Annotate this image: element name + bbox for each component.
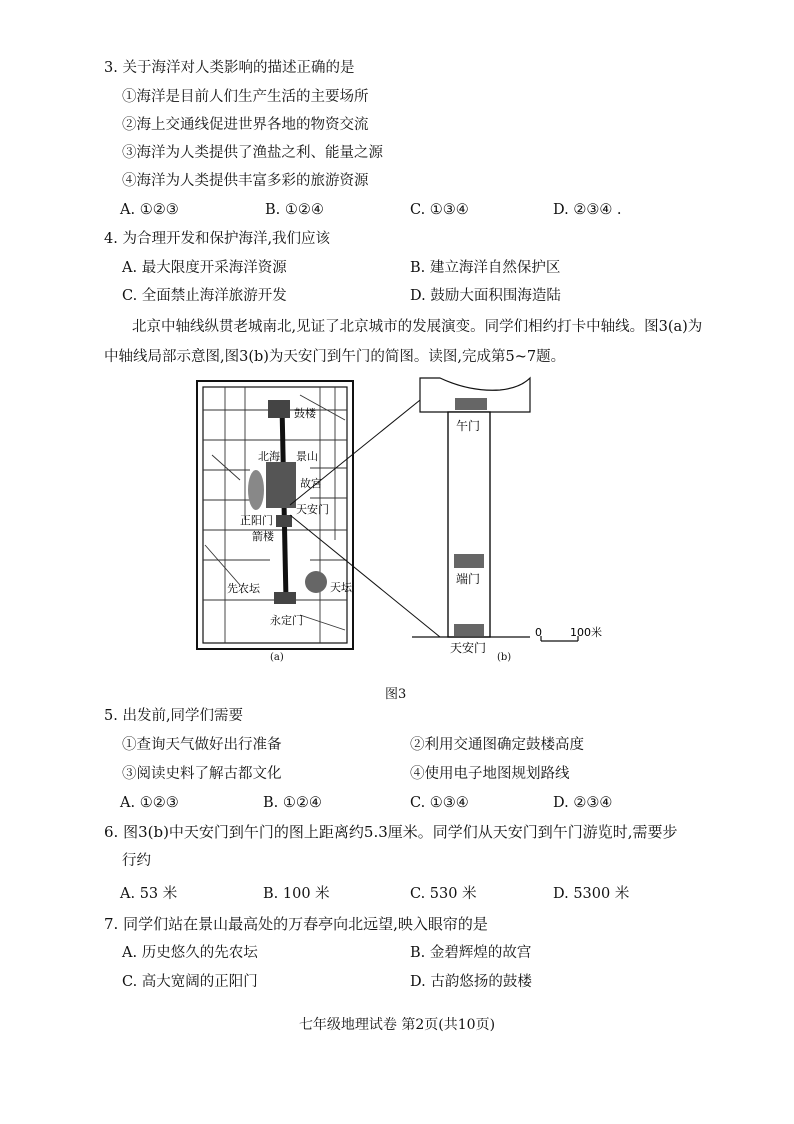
q6-option-b: B. 100 米	[263, 886, 330, 902]
q5-option-d: D. ②③④	[553, 795, 613, 811]
passage-text: 北京中轴线纵贯老城南北,见证了北京城市的发展演变。同学们相约打卡中轴线。图3(a)为中轴线局部示意图,图3(b)为天安门到午门的简图。读图,完成第5~7题。	[104, 319, 703, 365]
axis-gate-b	[412, 378, 602, 655]
figure-caption: 图3	[385, 687, 407, 702]
q5-item-2: ②利用交通图确定鼓楼高度	[410, 737, 584, 753]
drum-tower-icon	[268, 400, 290, 418]
gate-label-tiananmen: 天安门	[450, 641, 487, 655]
map-label-yongdingmen: 永定门	[270, 614, 303, 627]
q3-option-a: A. ①②③	[120, 202, 179, 218]
q3-stem: 3. 关于海洋对人类影响的描述正确的是	[104, 60, 355, 76]
q3-item-2: ②海上交通线促进世界各地的物资交流	[122, 117, 369, 133]
q6-stem-line1: 6. 图3(b)中天安门到午门的图上距离约5.3厘米。同学们从天安门到午门游览时,需要步	[104, 823, 678, 841]
q5-stem: 5. 出发前,同学们需要	[104, 708, 244, 724]
beihai-lake-icon	[248, 470, 264, 510]
q4-option-b: B. 建立海洋自然保护区	[410, 260, 561, 276]
q5-option-c: C. ①③④	[410, 795, 469, 811]
q6-stem-line2: 行约	[122, 853, 151, 869]
q5-item-3: ③阅读史料了解古都文化	[122, 766, 282, 782]
forbidden-city-icon	[266, 462, 296, 508]
map-label-gugong: 故宫	[300, 477, 322, 490]
gate-label-duanmen: 端门	[456, 572, 481, 586]
q6-option-d: D. 5300 米	[553, 886, 630, 902]
temple-of-heaven-icon	[305, 571, 327, 593]
q5-option-b: B. ①②④	[263, 795, 322, 811]
wumen-building-icon	[455, 398, 487, 410]
yongdingmen-icon	[274, 592, 296, 604]
q6-option-a: A. 53 米	[120, 886, 178, 902]
q3-option-b: B. ①②④	[265, 202, 324, 218]
map-label-beihai: 北海	[258, 450, 280, 463]
map-label-jingshan: 景山	[296, 450, 318, 463]
q3-item-4: ④海洋为人类提供丰富多彩的旅游资源	[122, 173, 369, 189]
map-label-gulou: 鼓楼	[294, 407, 316, 420]
q4-option-a: A. 最大限度开采海洋资源	[122, 260, 287, 276]
q7-option-d: D. 古韵悠扬的鼓楼	[410, 974, 532, 990]
q5-item-4: ④使用电子地图规划路线	[410, 766, 570, 782]
map-label-xiannongtan: 先农坛	[227, 582, 260, 595]
duanmen-building-icon	[454, 554, 484, 568]
q4-stem: 4. 为合理开发和保护海洋,我们应该	[104, 231, 331, 247]
q4-option-d: D. 鼓励大面积围海造陆	[410, 288, 561, 304]
tiananmen-building-icon	[454, 624, 484, 636]
map-label-zhengyangmen: 正阳门	[240, 514, 273, 527]
q3-item-3: ③海洋为人类提供了渔盐之利、能量之源	[122, 145, 383, 161]
scale-zero-label: 0	[535, 626, 542, 639]
subfigure-b-label: (b)	[497, 652, 512, 663]
q3-item-1: ①海洋是目前人们生产生活的主要场所	[122, 89, 369, 105]
q3-option-c: C. ①③④	[410, 202, 469, 218]
map-label-jianlou: 箭楼	[252, 530, 274, 543]
q7-stem: 7. 同学们站在景山最高处的万春亭向北远望,映入眼帘的是	[104, 915, 488, 933]
q3-option-d: D. ②③④ .	[553, 202, 622, 218]
gate-label-wumen: 午门	[456, 419, 481, 433]
q7-option-c: C. 高大宽阔的正阳门	[122, 974, 258, 990]
q5-option-a: A. ①②③	[120, 795, 179, 811]
q6-option-c: C. 530 米	[410, 886, 477, 902]
q5-item-1: ①查询天气做好出行准备	[122, 737, 282, 753]
q4-option-c: C. 全面禁止海洋旅游开发	[122, 288, 287, 304]
map-label-tiananmen: 天安门	[296, 503, 329, 516]
q7-option-a: A. 历史悠久的先农坛	[122, 945, 258, 961]
map-label-tiantan: 天坛	[330, 581, 352, 594]
scale-end-label: 100米	[570, 626, 602, 639]
axis-map-a	[197, 381, 353, 649]
zhengyangmen-icon	[276, 515, 292, 527]
page-footer: 七年级地理试卷 第2页(共10页)	[298, 1017, 496, 1033]
subfigure-a-label: (a)	[270, 652, 284, 663]
q7-option-b: B. 金碧辉煌的故宫	[410, 945, 532, 961]
